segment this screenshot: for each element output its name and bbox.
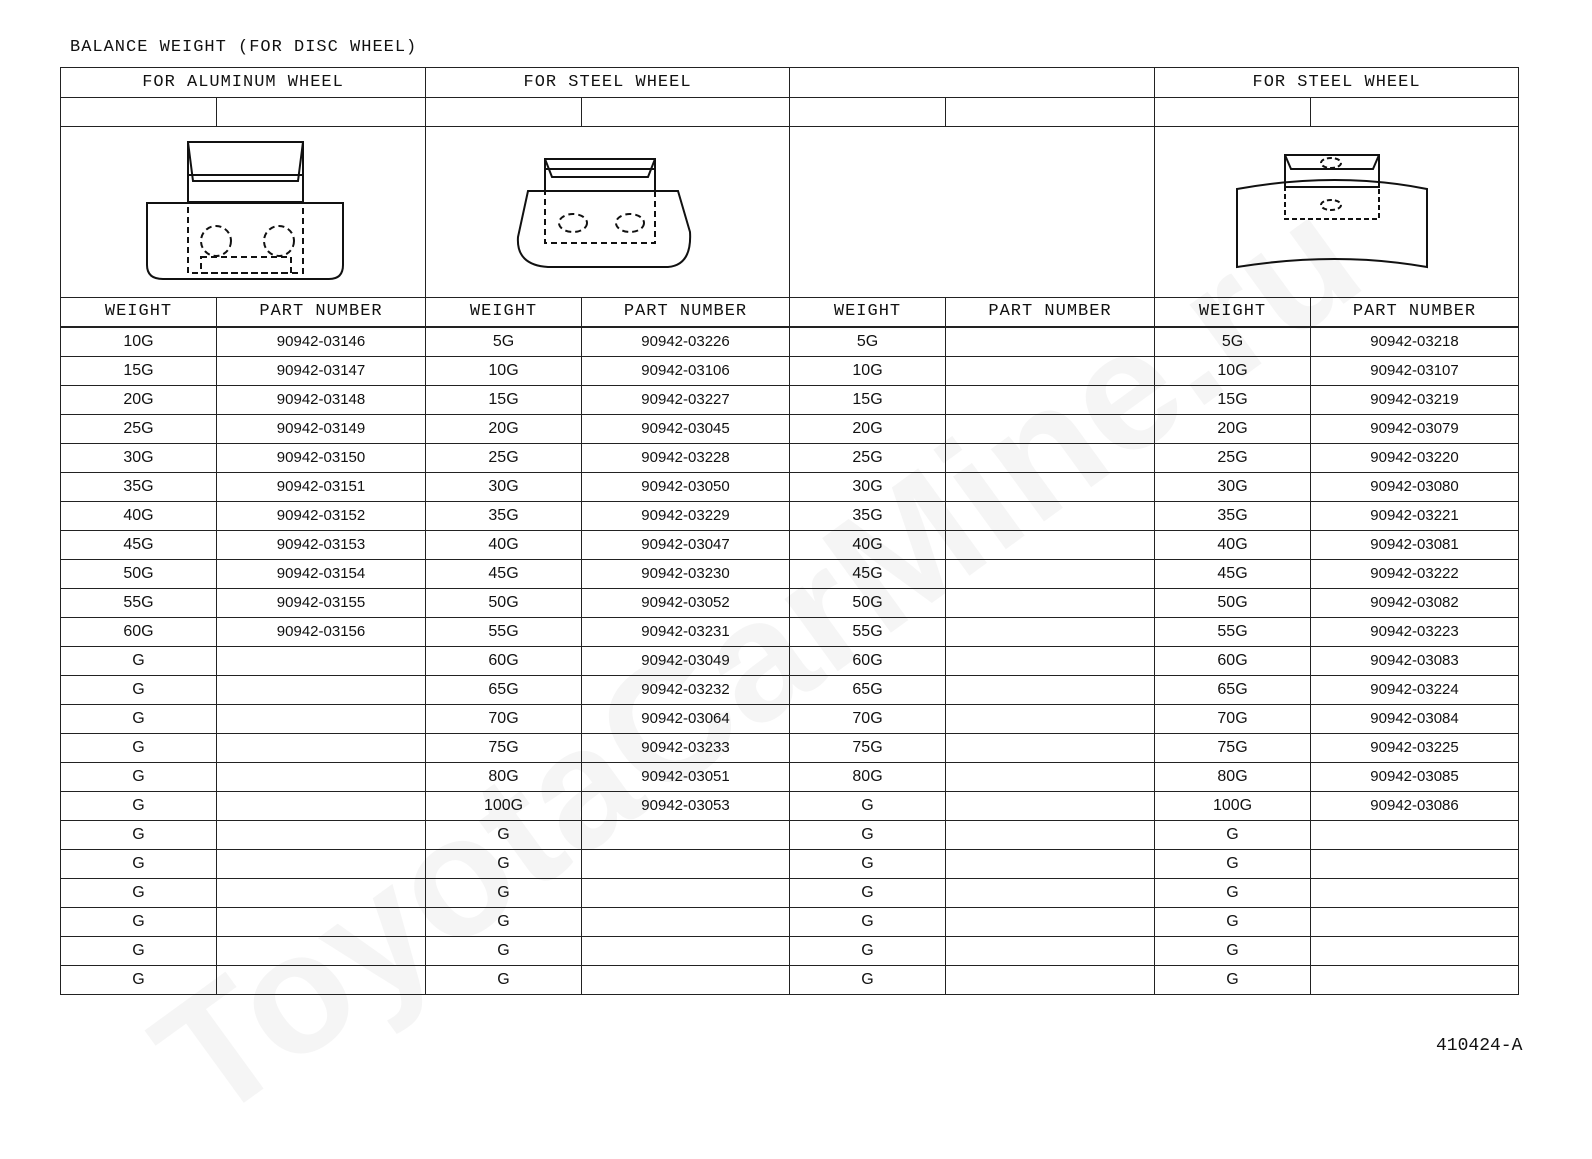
col-header-part-number: PART NUMBER	[582, 298, 790, 328]
col-header-weight: WEIGHT	[426, 298, 582, 328]
weight-cell: G	[790, 908, 946, 937]
table-row	[61, 908, 1519, 937]
blank-cell	[61, 98, 217, 127]
table-body	[61, 327, 1519, 995]
part-number-cell	[946, 589, 1155, 618]
weight-cell: G	[790, 879, 946, 908]
part-number-cell	[217, 879, 426, 908]
part-number-cell: 90942-03086	[1311, 792, 1519, 821]
weight-cell: 50G	[426, 589, 582, 618]
weight-cell: 15G	[790, 386, 946, 415]
weight-cell: 50G	[61, 560, 217, 589]
table-row	[61, 531, 1519, 560]
part-number-cell: 90942-03083	[1311, 647, 1519, 676]
part-number-cell	[1311, 850, 1519, 879]
part-number-cell	[946, 821, 1155, 850]
weight-cell: 80G	[426, 763, 582, 792]
part-number-cell: 90942-03045	[582, 415, 790, 444]
weight-cell: 45G	[426, 560, 582, 589]
part-number-cell	[946, 879, 1155, 908]
weight-cell: G	[426, 879, 582, 908]
part-number-cell: 90942-03228	[582, 444, 790, 473]
part-number-cell	[946, 444, 1155, 473]
weight-cell: 60G	[426, 647, 582, 676]
weight-cell: 25G	[790, 444, 946, 473]
table-row	[61, 850, 1519, 879]
weight-cell: 10G	[790, 357, 946, 386]
part-number-cell: 90942-03155	[217, 589, 426, 618]
part-number-cell	[946, 966, 1155, 995]
part-number-cell: 90942-03146	[217, 327, 426, 357]
part-number-cell	[217, 676, 426, 705]
part-number-cell	[217, 821, 426, 850]
blank-cell	[582, 98, 790, 127]
weight-cell: G	[790, 966, 946, 995]
part-number-cell: 90942-03225	[1311, 734, 1519, 763]
table-row	[61, 792, 1519, 821]
weight-cell: 65G	[790, 676, 946, 705]
weight-cell: G	[1155, 966, 1311, 995]
part-number-cell: 90942-03047	[582, 531, 790, 560]
weight-cell: 80G	[790, 763, 946, 792]
weight-cell: 40G	[61, 502, 217, 531]
part-number-cell	[946, 734, 1155, 763]
part-number-cell: 90942-03081	[1311, 531, 1519, 560]
weight-cell: 40G	[1155, 531, 1311, 560]
weight-cell: G	[61, 966, 217, 995]
part-number-cell	[582, 821, 790, 850]
part-number-cell: 90942-03222	[1311, 560, 1519, 589]
col-header-weight: WEIGHT	[1155, 298, 1311, 328]
weight-cell: 75G	[790, 734, 946, 763]
part-number-cell: 90942-03152	[217, 502, 426, 531]
part-number-cell: 90942-03151	[217, 473, 426, 502]
weight-cell: 35G	[426, 502, 582, 531]
weight-cell: G	[790, 850, 946, 879]
part-number-cell: 90942-03049	[582, 647, 790, 676]
part-number-cell	[946, 763, 1155, 792]
weight-cell: 50G	[1155, 589, 1311, 618]
part-number-cell: 90942-03147	[217, 357, 426, 386]
col-header-part-number: PART NUMBER	[1311, 298, 1519, 328]
weight-cell: 10G	[61, 327, 217, 357]
weight-cell: 50G	[790, 589, 946, 618]
weight-cell: G	[61, 908, 217, 937]
weight-cell: 35G	[61, 473, 217, 502]
weight-cell: G	[426, 937, 582, 966]
part-number-cell: 90942-03226	[582, 327, 790, 357]
weight-cell: 55G	[1155, 618, 1311, 647]
table-row	[61, 618, 1519, 647]
part-number-cell: 90942-03221	[1311, 502, 1519, 531]
group-heading-steel-1: FOR STEEL WHEEL	[426, 68, 790, 98]
weight-cell: 15G	[1155, 386, 1311, 415]
table-row	[61, 589, 1519, 618]
weight-cell: 15G	[426, 386, 582, 415]
part-number-cell: 90942-03219	[1311, 386, 1519, 415]
weight-cell: 45G	[790, 560, 946, 589]
weight-cell: 70G	[426, 705, 582, 734]
weight-cell: 35G	[1155, 502, 1311, 531]
part-number-cell: 90942-03107	[1311, 357, 1519, 386]
part-number-cell	[582, 908, 790, 937]
table-row	[61, 327, 1519, 357]
weight-cell: 10G	[1155, 357, 1311, 386]
weight-cell: G	[1155, 821, 1311, 850]
part-number-cell	[946, 327, 1155, 357]
weight-cell: 60G	[61, 618, 217, 647]
weight-cell: 30G	[426, 473, 582, 502]
part-number-cell	[946, 357, 1155, 386]
weight-cell: 55G	[790, 618, 946, 647]
table-row	[61, 937, 1519, 966]
part-number-cell	[946, 676, 1155, 705]
part-number-cell	[1311, 879, 1519, 908]
steel-clip-weight-icon	[508, 147, 708, 277]
part-number-cell: 90942-03229	[582, 502, 790, 531]
col-header-weight: WEIGHT	[61, 298, 217, 328]
document-title: BALANCE WEIGHT (FOR DISC WHEEL)	[70, 38, 418, 57]
weight-cell: G	[61, 792, 217, 821]
table-row	[61, 879, 1519, 908]
part-number-cell: 90942-03064	[582, 705, 790, 734]
weight-cell: G	[426, 850, 582, 879]
weight-cell: 25G	[426, 444, 582, 473]
document-number: 410424-A	[1436, 1036, 1523, 1056]
part-number-cell	[582, 850, 790, 879]
weight-cell: G	[61, 705, 217, 734]
weight-cell: G	[61, 879, 217, 908]
blank-cell	[1311, 98, 1519, 127]
weight-cell: G	[790, 937, 946, 966]
weight-cell: 25G	[61, 415, 217, 444]
part-number-cell: 90942-03106	[582, 357, 790, 386]
part-number-cell	[217, 850, 426, 879]
part-number-cell: 90942-03082	[1311, 589, 1519, 618]
table-row	[61, 473, 1519, 502]
weight-cell: G	[61, 734, 217, 763]
weight-cell: G	[61, 850, 217, 879]
part-number-cell	[946, 705, 1155, 734]
part-number-cell: 90942-03053	[582, 792, 790, 821]
part-number-cell: 90942-03220	[1311, 444, 1519, 473]
weight-cell: G	[790, 792, 946, 821]
part-number-cell	[1311, 966, 1519, 995]
weight-cell: G	[61, 821, 217, 850]
table-row	[61, 386, 1519, 415]
weight-cell: 30G	[1155, 473, 1311, 502]
group-heading-aluminum: FOR ALUMINUM WHEEL	[61, 68, 426, 98]
balance-weight-table	[60, 67, 1519, 995]
weight-cell: 100G	[426, 792, 582, 821]
table-row	[61, 560, 1519, 589]
weight-cell: 60G	[1155, 647, 1311, 676]
weight-cell: 20G	[61, 386, 217, 415]
part-number-cell	[946, 531, 1155, 560]
weight-cell: 40G	[426, 531, 582, 560]
part-number-cell	[217, 734, 426, 763]
weight-cell: 35G	[790, 502, 946, 531]
table-row	[61, 676, 1519, 705]
steel-adhesive-weight-icon	[1227, 147, 1447, 277]
weight-cell: 15G	[61, 357, 217, 386]
weight-cell: G	[61, 763, 217, 792]
part-number-cell	[217, 647, 426, 676]
weight-cell: 70G	[1155, 705, 1311, 734]
table-row	[61, 415, 1519, 444]
weight-cell: G	[1155, 908, 1311, 937]
weight-cell: G	[1155, 879, 1311, 908]
part-number-cell: 90942-03218	[1311, 327, 1519, 357]
weight-cell: G	[790, 821, 946, 850]
part-number-cell	[217, 763, 426, 792]
weight-cell: 20G	[426, 415, 582, 444]
aluminum-weight-diagram-cell	[61, 127, 426, 298]
weight-cell: 5G	[1155, 327, 1311, 357]
weight-cell: 65G	[426, 676, 582, 705]
weight-cell: 25G	[1155, 444, 1311, 473]
part-number-cell	[946, 937, 1155, 966]
weight-cell: 40G	[790, 531, 946, 560]
blank-cell	[426, 98, 582, 127]
part-number-cell: 90942-03148	[217, 386, 426, 415]
part-number-cell	[217, 792, 426, 821]
table-row	[61, 734, 1519, 763]
part-number-cell: 90942-03079	[1311, 415, 1519, 444]
weight-cell: 10G	[426, 357, 582, 386]
part-number-cell: 90942-03154	[217, 560, 426, 589]
table-row	[61, 444, 1519, 473]
weight-cell: 5G	[426, 327, 582, 357]
part-number-cell: 90942-03051	[582, 763, 790, 792]
part-number-cell	[1311, 937, 1519, 966]
table-row	[61, 502, 1519, 531]
part-number-cell: 90942-03149	[217, 415, 426, 444]
weight-cell: G	[1155, 937, 1311, 966]
group-heading-blank	[790, 68, 1155, 98]
weight-cell: 45G	[61, 531, 217, 560]
part-number-cell	[946, 618, 1155, 647]
steel-weight-diagram-cell-2	[1155, 127, 1519, 298]
part-number-cell	[946, 850, 1155, 879]
weight-cell: G	[426, 966, 582, 995]
weight-cell: 80G	[1155, 763, 1311, 792]
part-number-cell: 90942-03050	[582, 473, 790, 502]
part-number-cell: 90942-03223	[1311, 618, 1519, 647]
part-number-cell	[946, 473, 1155, 502]
part-number-cell: 90942-03232	[582, 676, 790, 705]
part-number-cell: 90942-03150	[217, 444, 426, 473]
weight-cell: 100G	[1155, 792, 1311, 821]
part-number-cell: 90942-03085	[1311, 763, 1519, 792]
part-number-cell	[217, 705, 426, 734]
weight-cell: 5G	[790, 327, 946, 357]
col-header-weight: WEIGHT	[790, 298, 946, 328]
weight-cell: 65G	[1155, 676, 1311, 705]
blank-cell	[790, 98, 946, 127]
table-row	[61, 705, 1519, 734]
weight-cell: 45G	[1155, 560, 1311, 589]
weight-cell: 75G	[1155, 734, 1311, 763]
part-number-cell	[1311, 821, 1519, 850]
table-row	[61, 763, 1519, 792]
table-row	[61, 647, 1519, 676]
part-number-cell: 90942-03227	[582, 386, 790, 415]
part-number-cell	[946, 386, 1155, 415]
part-number-cell: 90942-03231	[582, 618, 790, 647]
part-number-cell	[946, 560, 1155, 589]
col-header-part-number: PART NUMBER	[217, 298, 426, 328]
blank-cell	[946, 98, 1155, 127]
steel-weight-diagram-cell	[426, 127, 790, 298]
part-number-cell: 90942-03080	[1311, 473, 1519, 502]
table-row	[61, 821, 1519, 850]
part-number-cell	[1311, 908, 1519, 937]
part-number-cell	[946, 415, 1155, 444]
part-number-cell	[582, 879, 790, 908]
weight-cell: 20G	[790, 415, 946, 444]
weight-cell: G	[426, 821, 582, 850]
weight-cell: G	[61, 647, 217, 676]
table-row	[61, 357, 1519, 386]
part-number-cell: 90942-03052	[582, 589, 790, 618]
part-number-cell	[946, 792, 1155, 821]
part-number-cell	[217, 937, 426, 966]
part-number-cell	[946, 908, 1155, 937]
part-number-cell: 90942-03156	[217, 618, 426, 647]
part-number-cell	[946, 647, 1155, 676]
weight-cell: 75G	[426, 734, 582, 763]
part-number-cell: 90942-03084	[1311, 705, 1519, 734]
weight-cell: G	[61, 937, 217, 966]
weight-cell: 30G	[790, 473, 946, 502]
part-number-cell: 90942-03230	[582, 560, 790, 589]
weight-cell: 20G	[1155, 415, 1311, 444]
aluminum-clip-weight-icon	[133, 137, 353, 287]
weight-cell: G	[426, 908, 582, 937]
part-number-cell	[217, 966, 426, 995]
weight-cell: G	[1155, 850, 1311, 879]
col-header-part-number: PART NUMBER	[946, 298, 1155, 328]
blank-cell	[1155, 98, 1311, 127]
weight-cell: 55G	[426, 618, 582, 647]
table-row	[61, 966, 1519, 995]
part-number-cell: 90942-03153	[217, 531, 426, 560]
weight-cell: 60G	[790, 647, 946, 676]
blank-cell	[217, 98, 426, 127]
part-number-cell	[582, 937, 790, 966]
part-number-cell	[217, 908, 426, 937]
part-number-cell: 90942-03233	[582, 734, 790, 763]
empty-diagram-cell	[790, 127, 1155, 298]
part-number-cell: 90942-03224	[1311, 676, 1519, 705]
weight-cell: 55G	[61, 589, 217, 618]
part-number-cell	[582, 966, 790, 995]
group-heading-steel-2: FOR STEEL WHEEL	[1155, 68, 1519, 98]
weight-cell: 70G	[790, 705, 946, 734]
part-number-cell	[946, 502, 1155, 531]
weight-cell: G	[61, 676, 217, 705]
weight-cell: 30G	[61, 444, 217, 473]
